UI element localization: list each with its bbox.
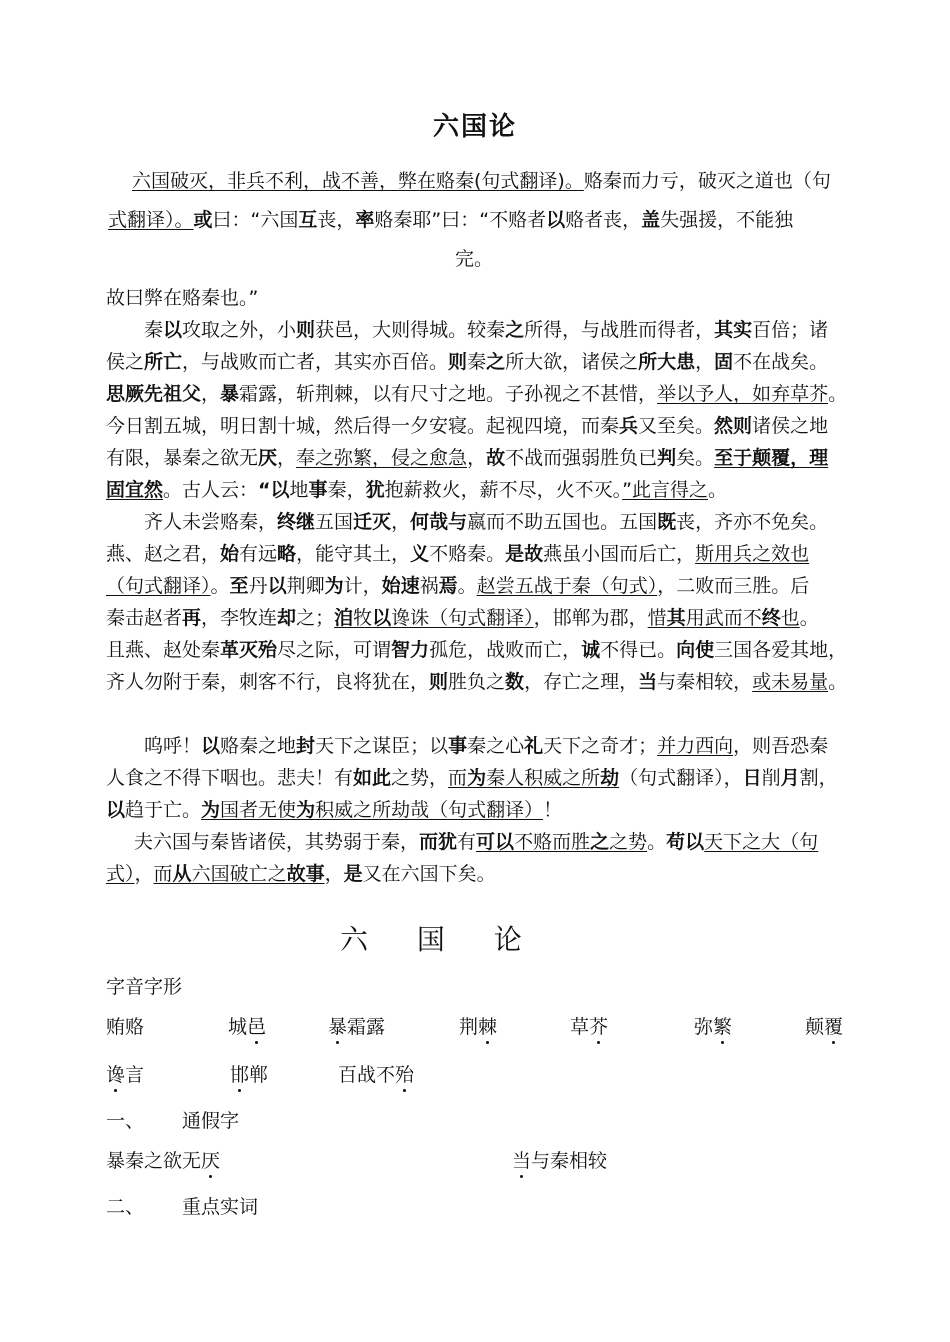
para3-line3: （句式翻译）。至丹以荆卿为计，始速祸焉。赵尝五战于秦（句式），二败而三胜。后 xyxy=(106,575,810,597)
para3-line1: 齐人未尝赂秦，终继五国迁灭，何哉与嬴而不助五国也。五国既丧，齐亦不免矣。 xyxy=(144,511,829,533)
para4-line3: 以趋于亡。为国者无使为积威之所劫哉（句式翻译）！ xyxy=(106,799,563,821)
pron-word-3: 暴霜露 xyxy=(328,1016,386,1038)
para5-line1: 夫六国与秦皆诸侯，其势弱于秦，而犹有可以不赂而胜之之势。苟以天下之大（句 xyxy=(134,831,819,853)
para3-line6: 齐人勿附于秦，刺客不行，良将犹在，则胜负之数，存亡之理，当与秦相较，或未易量。 xyxy=(106,671,848,693)
para4-line2: 人食之不得下咽也。悲夫！有如此之势，而为秦人积威之所劫（句式翻译），日削月割， xyxy=(106,767,838,789)
tongjia-item-2: 当与秦相较 xyxy=(512,1150,608,1172)
tongjia-item-1: 暴秦之欲无厌 xyxy=(106,1150,221,1172)
pron-word-10: 百战不殆 xyxy=(338,1064,415,1086)
para3-line2: 燕、赵之君，始有远略，能守其土，义不赂秦。是故燕虽小国而后亡，斯用兵之效也 xyxy=(106,543,810,565)
section-1-number: 一、 xyxy=(106,1110,145,1132)
para3-line4: 秦击赵者再，李牧连却之；洎牧以谗诛（句式翻译），邯郸为郡，惜其用武而不终也。 xyxy=(106,607,819,629)
para1-line1: 六国破灭，非兵不利，战不善，弊在赂秦(句式翻译)。赂秦而力亏，破灭之道也（句 xyxy=(132,170,831,192)
pron-word-4: 荆棘 xyxy=(459,1016,498,1038)
pron-word-9: 邯郸 xyxy=(230,1064,269,1086)
para5-line2: 式），而从六国破亡之故事，是又在六国下矣。 xyxy=(106,863,496,885)
para1-line4: 故曰弊在赂秦也。” xyxy=(106,287,259,309)
para1-line3: 完。 xyxy=(455,248,494,270)
para3-line5: 且燕、赵处秦革灭殆尽之际，可谓智力孤危，战败而亡，诚不得已。向使三国各爱其地， xyxy=(106,639,848,661)
pron-word-1: 贿赂 xyxy=(106,1016,145,1038)
section-2-number: 二、 xyxy=(106,1196,145,1218)
pron-word-8: 谗言 xyxy=(106,1064,145,1086)
section-2-label: 重点实词 xyxy=(182,1196,259,1218)
para2-line3: 思厥先祖父，暴霜露，斩荆棘，以有尺寸之地。子孙视之不甚惜，举以予人，如弃草芥。 xyxy=(106,383,848,405)
pronunciation-heading: 字音字形 xyxy=(106,976,183,998)
para2-line2: 侯之所亡，与战败而亡者，其实亦百倍。则秦之所大欲，诸侯之所大患，固不在战矣。 xyxy=(106,351,829,373)
pron-word-6: 弥繁 xyxy=(694,1016,733,1038)
section-1-label: 通假字 xyxy=(182,1110,240,1132)
para2-line6: 固宜然。古人云：“以地事秦，犹抱薪救火，薪不尽，火不灭。”此言得之。 xyxy=(106,479,727,501)
pron-word-2: 城邑 xyxy=(228,1016,267,1038)
pron-word-7: 颠覆 xyxy=(805,1016,844,1038)
pron-word-5: 草芥 xyxy=(570,1016,609,1038)
para4-line1: 呜呼！以赂秦之地封天下之谋臣；以事秦之心礼天下之奇才；并力西向，则吾恐秦 xyxy=(144,735,829,757)
page-title: 六国论 xyxy=(432,112,517,142)
para2-line1: 秦以攻取之外，小则获邑，大则得城。较秦之所得，与战胜而得者，其实百倍；诸 xyxy=(144,319,829,341)
para1-line2: 式翻译）。或曰：“六国互丧，率赂秦耶”曰：“不赂者以赂者丧，盖失强援，不能独 xyxy=(108,209,794,231)
section-title: 六 国 论 xyxy=(340,923,542,956)
para2-line5: 有限，暴秦之欲无厌，奉之弥繁，侵之愈急，故不战而强弱胜负已判矣。至于颠覆，理 xyxy=(106,447,829,469)
para2-line4: 今日割五城，明日割十城，然后得一夕安寝。起视四境，而秦兵又至矣。然则诸侯之地 xyxy=(106,415,829,437)
